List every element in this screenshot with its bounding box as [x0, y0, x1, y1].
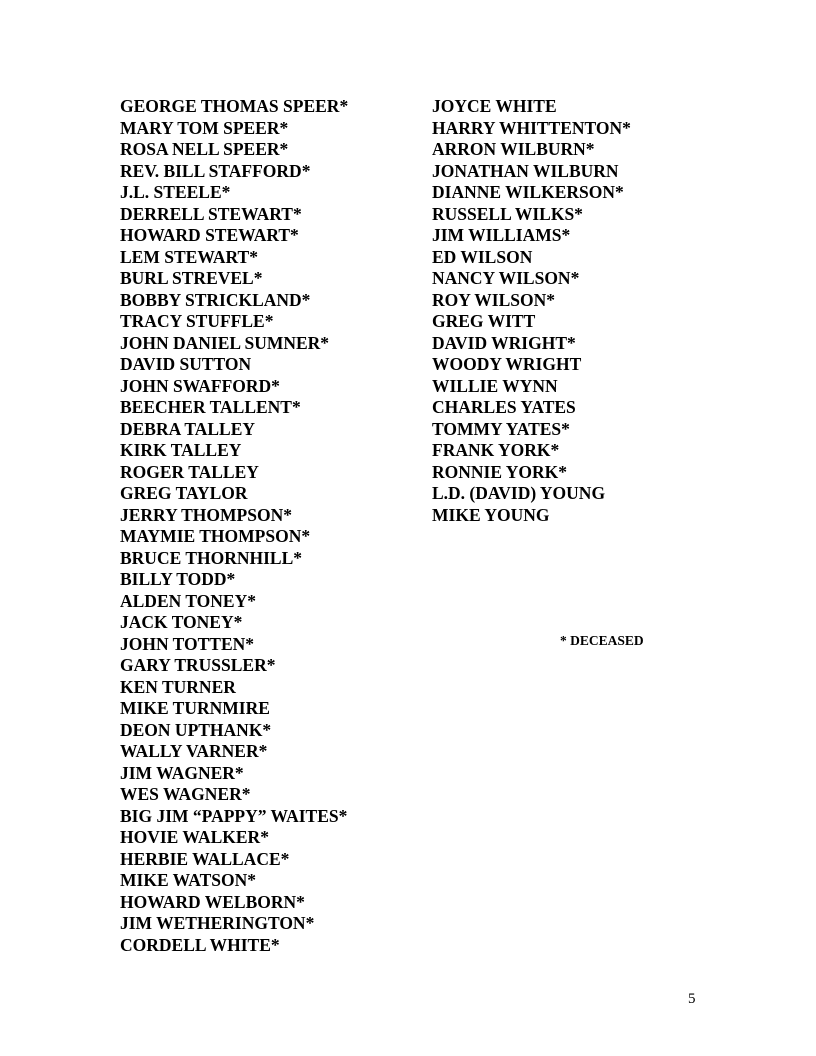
name-entry: DIANNE WILKERSON*	[432, 182, 624, 202]
name-entry: BIG JIM “PAPPY” WAITES*	[120, 805, 348, 826]
deceased-legend: * DECEASED	[560, 633, 644, 648]
name-entry: RUSSELL WILKS*	[432, 203, 583, 224]
name-entry: FRANK YORK*	[432, 440, 560, 460]
name-entry: JACK TONEY*	[120, 612, 243, 632]
name-entry: HOVIE WALKER*	[120, 827, 269, 847]
name-entry: J.L. STEELE*	[120, 182, 231, 202]
name-list-left-column	[120, 96, 348, 956]
name-entry: ALDEN TONEY*	[120, 590, 256, 611]
name-entry: ROSA NELL SPEER*	[120, 139, 289, 159]
name-entry: MARY TOM SPEER*	[120, 117, 289, 138]
name-entry: JIM WAGNER*	[120, 762, 244, 783]
name-entry: BOBBY STRICKLAND*	[120, 289, 311, 310]
name-entry: CHARLES YATES	[432, 397, 576, 417]
name-entry: HARRY WHITTENTON*	[432, 117, 631, 138]
name-entry: JOHN TOTTEN*	[120, 633, 255, 654]
page-number: 5	[688, 991, 696, 1007]
name-entry: WILLIE WYNN	[432, 375, 558, 396]
name-entry: DAVID SUTTON	[120, 354, 252, 374]
name-entry: KIRK TALLEY	[120, 440, 242, 460]
name-entry: TOMMY YATES*	[432, 418, 570, 439]
name-entry: GREG WITT	[432, 311, 536, 331]
name-entry: JIM WETHERINGTON*	[120, 913, 315, 933]
name-entry: ROY WILSON*	[432, 289, 556, 310]
name-entry: GREG TAYLOR	[120, 483, 248, 503]
name-entry: BURL STREVEL*	[120, 268, 263, 288]
name-entry: ED WILSON	[432, 246, 533, 267]
name-entry: MIKE YOUNG	[432, 504, 550, 525]
name-entry: LEM STEWART*	[120, 246, 258, 267]
name-entry: JOHN SWAFFORD*	[120, 375, 280, 396]
name-entry: NANCY WILSON*	[432, 268, 580, 288]
name-entry: HERBIE WALLACE*	[120, 848, 290, 869]
name-entry: BRUCE THORNHILL*	[120, 547, 303, 568]
name-entry: JONATHAN WILBURN	[432, 160, 619, 181]
name-entry: ARRON WILBURN*	[432, 139, 595, 159]
name-entry: JOHN DANIEL SUMNER*	[120, 332, 330, 353]
name-entry: WALLY VARNER*	[120, 741, 268, 761]
name-entry: KEN TURNER	[120, 676, 236, 697]
name-entry: MIKE TURNMIRE	[120, 698, 270, 718]
name-list-right-column	[432, 96, 631, 526]
name-entry: HOWARD WELBORN*	[120, 891, 305, 912]
name-entry: DEON UPTHANK*	[120, 719, 272, 740]
name-entry: CORDELL WHITE*	[120, 934, 280, 955]
name-entry: DERRELL STEWART*	[120, 203, 302, 224]
name-entry: WES WAGNER*	[120, 784, 251, 804]
name-entry: GARY TRUSSLER*	[120, 655, 276, 675]
name-entry: GEORGE THOMAS SPEER*	[120, 96, 349, 116]
name-entry: ROGER TALLEY	[120, 461, 259, 482]
name-entry: BILLY TODD*	[120, 569, 236, 589]
name-entry: REV. BILL STAFFORD*	[120, 160, 311, 181]
name-entry: L.D. (DAVID) YOUNG	[432, 483, 606, 503]
name-entry: TRACY STUFFLE*	[120, 311, 274, 331]
name-entry: JIM WILLIAMS*	[432, 225, 571, 245]
name-entry: JERRY THOMPSON*	[120, 504, 292, 525]
name-entry: WOODY WRIGHT	[432, 354, 582, 374]
name-entry: MIKE WATSON*	[120, 870, 256, 890]
name-entry: DEBRA TALLEY	[120, 418, 256, 439]
name-entry: JOYCE WHITE	[432, 96, 557, 116]
name-entry: HOWARD STEWART*	[120, 225, 299, 245]
name-entry: MAYMIE THOMPSON*	[120, 526, 311, 546]
name-entry: RONNIE YORK*	[432, 461, 567, 482]
name-entry: BEECHER TALLENT*	[120, 397, 301, 417]
name-entry: DAVID WRIGHT*	[432, 332, 576, 353]
